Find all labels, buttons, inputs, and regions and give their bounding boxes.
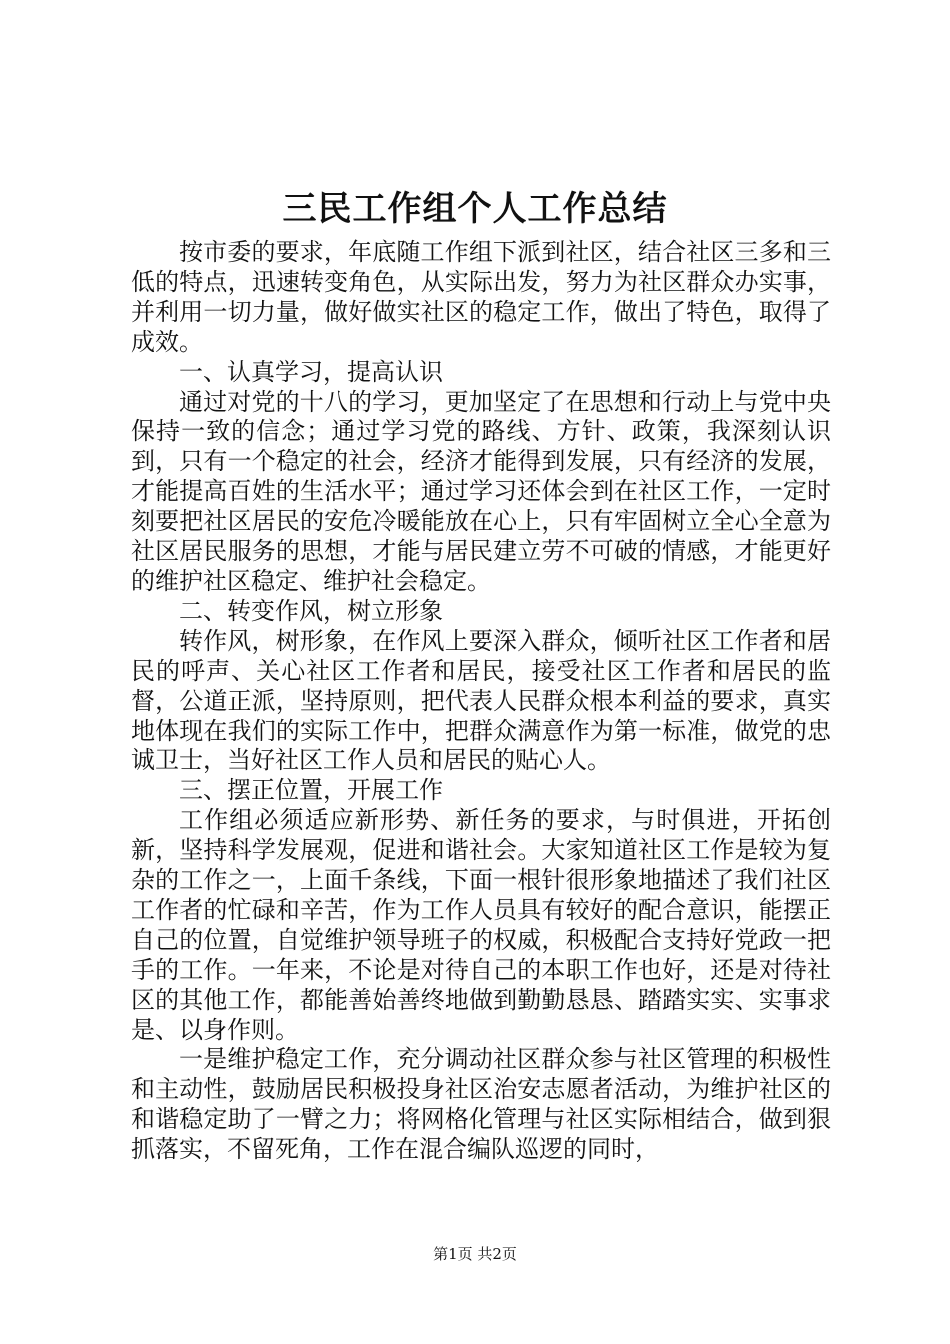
paragraph-section-2: 转作风，树形象，在作风上要深入群众，倾听社区工作者和居民的呼声、关心社区工作者和居民，接受社区工作者和居民的监督，公道正派，坚持原则，把代表人民群众根本利益的要求，真实地体现在我们的实际工作中，把群众满意作为第一标准，做党的忠诚卫士，当好社区工作人员和居民的贴心人。 (131, 626, 831, 775)
paragraph-section-3: 工作组必须适应新形势、新任务的要求，与时俱进，开拓创新，坚持科学发展观，促进和谐社会。大家知道社区工作是较为复杂的工作之一，上面千条线，下面一根针很形象地描述了我们社区工作者的忙碌和辛苦，作为工作人员具有较好的配合意识，能摆正自己的位置，自觉维护领导班子的权威，积极配合支持好党政一把手的工作。一年来，不论是对待自己的本职工作也好，还是对待社区的其他工作，都能善始善终地做到勤勤恳恳、踏踏实实、实事求是、以身作则。 (131, 806, 831, 1044)
paragraph-point-1: 一是维护稳定工作，充分调动社区群众参与社区管理的积极性和主动性，鼓励居民积极投身社区治安志愿者活动，为维护社区的和谐稳定助了一臂之力；将网格化管理与社区实际相结合，做到狠抓落实，不留死角，工作在混合编队巡逻的同时， (131, 1045, 831, 1164)
section-heading-2: 二、转变作风，树立形象 (179, 596, 443, 625)
section-heading-1: 一、认真学习，提高认识 (179, 357, 443, 386)
document-title: 三民工作组个人工作总结 (282, 189, 668, 229)
paragraph-intro: 按市委的要求，年底随工作组下派到社区，结合社区三多和三低的特点，迅速转变角色，从实际出发，努力为社区群众办实事，并利用一切力量，做好做实社区的稳定工作，做出了特色，取得了成效。 (131, 238, 831, 356)
section-heading-3: 三、摆正位置，开展工作 (179, 776, 443, 805)
paragraph-section-1: 通过对党的十八的学习，更加坚定了在思想和行动上与党中央保持一致的信念；通过学习党的路线、方针、政策，我深刻认识到，只有一个稳定的社会，经济才能得到发展，只有经济的发展，才能提高百姓的生活水平；通过学习还体会到在社区工作，一定时刻要把社区居民的安危冷暖能放在心上，只有牢固树立全心全意为社区居民服务的思想，才能与居民建立劳不可破的情感，才能更好的维护社区稳定、维护社会稳定。 (131, 387, 831, 595)
document-body (131, 238, 831, 1165)
page-number-footer: 第1页 共2页 (433, 1245, 517, 1263)
